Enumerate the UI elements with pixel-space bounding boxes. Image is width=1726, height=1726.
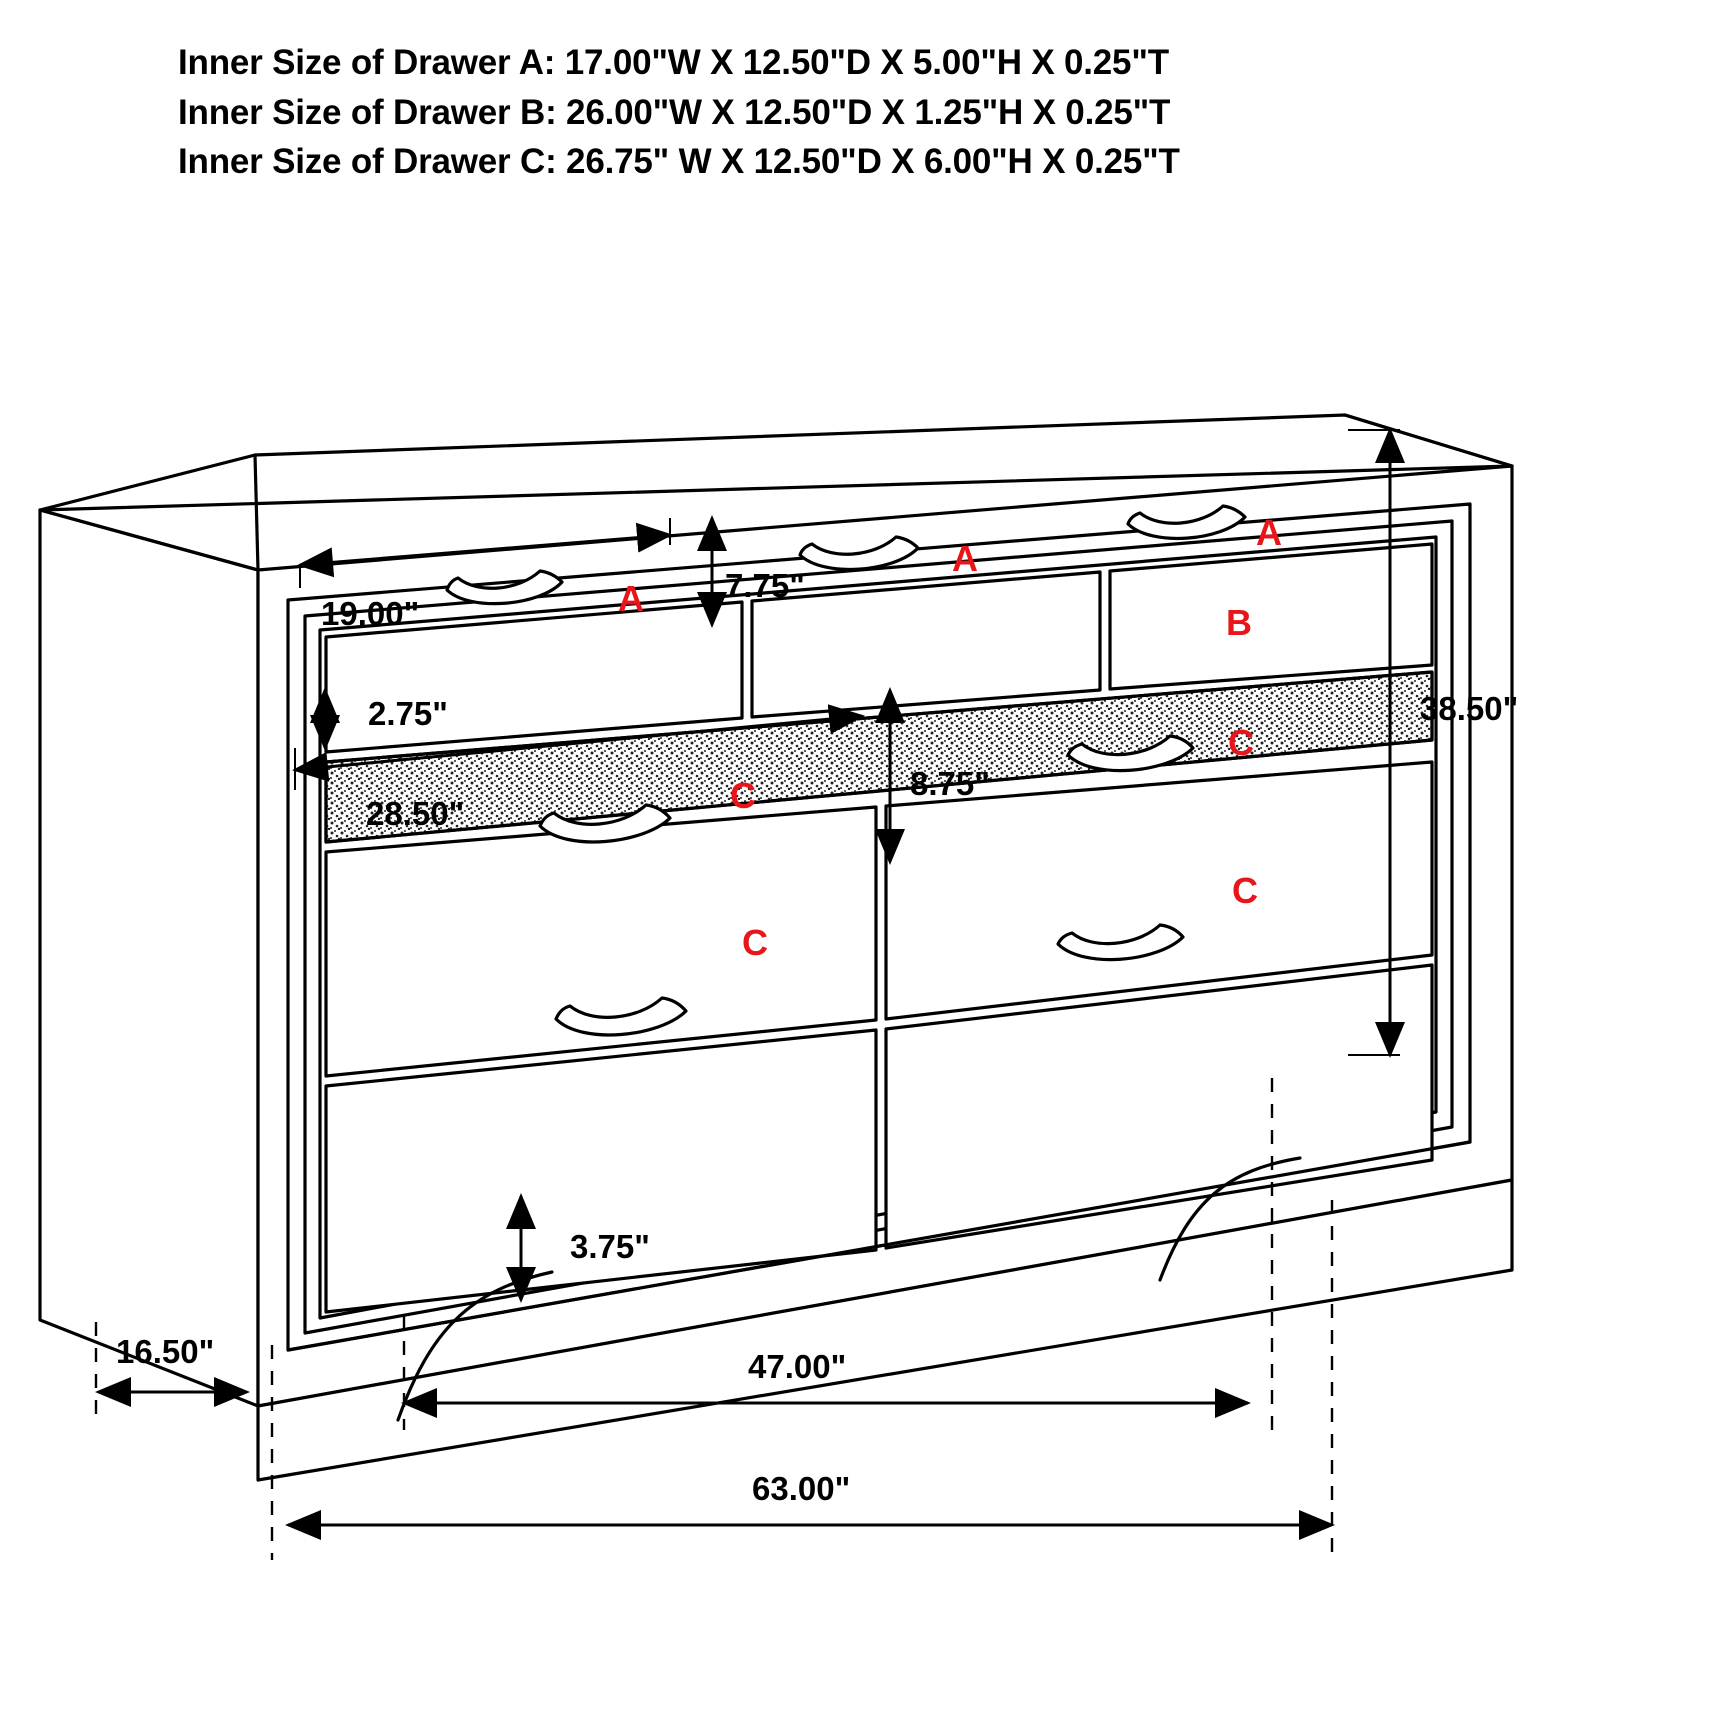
tag-c-lower-left: C [742, 922, 768, 963]
tag-a-right: A [1256, 512, 1282, 553]
dim-total-height: 38.50" [1420, 690, 1519, 727]
tag-c-upper-left: C [730, 775, 756, 816]
tag-c-upper-right: C [1228, 722, 1254, 763]
dim-base-width: 47.00" [748, 1348, 847, 1385]
spec-line-drawer-b: Inner Size of Drawer B: 26.00"W X 12.50"D X 1.25"H X 0.25"T [178, 92, 1171, 132]
spec-line-drawer-c: Inner Size of Drawer C: 26.75" W X 12.50"D X 6.00"H X 0.25"T [178, 142, 1180, 182]
dim-total-width: 63.00" [752, 1470, 851, 1507]
tag-a-middle: A [952, 538, 978, 579]
dim-base-clearance: 3.75" [570, 1228, 650, 1265]
tag-b: B [1226, 602, 1252, 643]
dim-drawer-c-height: 8.75" [910, 765, 990, 802]
spec-line-drawer-a: Inner Size of Drawer A: 17.00"W X 12.50"D X 5.00"H X 0.25"T [178, 43, 1169, 82]
dim-depth: 16.50" [116, 1333, 215, 1370]
dim-drawer-b-height: 2.75" [368, 695, 448, 732]
tag-a-left: A [618, 578, 644, 619]
tag-c-lower-right: C [1232, 870, 1258, 911]
dim-drawer-c-width: 28.50" [366, 795, 465, 832]
dim-drawer-a-height: 7.75" [725, 567, 805, 604]
dim-drawer-a-width: 19.00" [321, 595, 420, 632]
